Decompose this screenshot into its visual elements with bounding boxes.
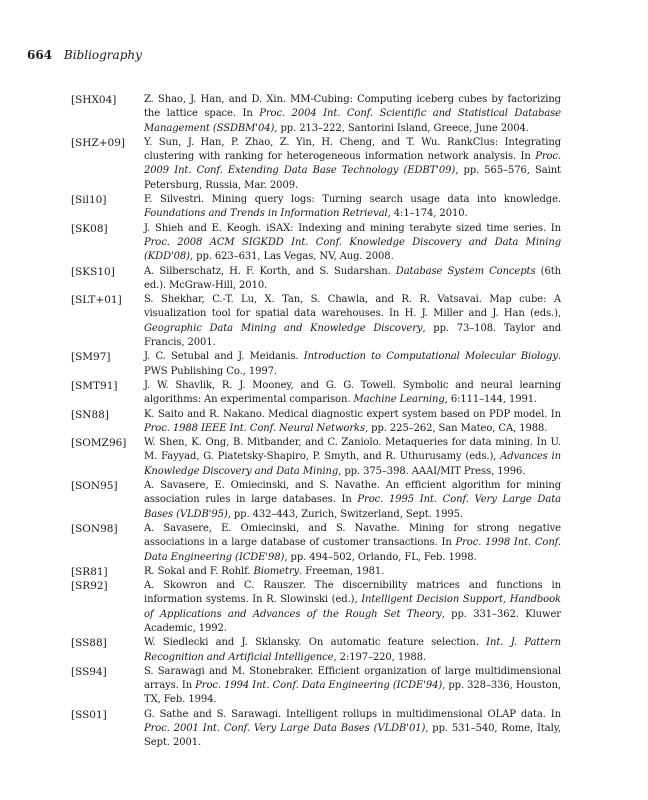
citation-key: [SHX04] [71,94,117,106]
reference-text: S. Shekhar, C.-T. Lu, X. Tan, S. Chawla, and R. R. Vatsavai. Map cube: A visualization tool for spatial data warehouses. In H. J. Miller and J. Han (eds.), Geographic Data Mining and Knowledge Discovery, pp. 73–108. Taylor and Francis, 2001. [144,294,561,349]
bib-entry [71,708,561,751]
citation-key: [SR81] [71,565,108,578]
citation-key: [SS88] [71,637,107,650]
reference-text: W. Siedlecki and J. Sklansky. On automatic feature selection. Int. J. Pattern Recognition and Artificial Intelligence, 2:197–220, 1988. [144,637,561,663]
citation-key: [SHZ+09] [71,136,125,149]
reference-text: A. Skowron and C. Rauszer. The discernibility matrices and functions in information systems. In R. Slowinski (ed.), Intelligent Decision Support, Handbook of Applications and Advances of the Rough Set Theory, pp. 331–362. Kluwer Academic, 1992. [144,580,561,634]
citation-key: [Sil10] [71,194,107,207]
citation-key: [SS94] [71,665,107,678]
citation-key: [SKS10] [71,265,115,278]
bib-entry [71,193,561,222]
reference-text: J. Shieh and E. Keogh. iSAX: Indexing and mining terabyte sized time series. In Proc. 2008 ACM SIGKDD Int. Conf. Knowledge Discovery and Data Mining (KDD'08), pp. 623–631, Las Vegas, NV, Aug. 2008. [144,222,561,263]
bib-entry [71,222,561,265]
bib-entry [71,293,561,350]
bib-entry [71,136,561,193]
bib-entry [71,379,561,408]
running-header [27,48,142,62]
bibliography-list [71,93,561,751]
citation-key: [SK08] [71,222,108,235]
reference-text: Y. Sun, J. Han, P. Zhao, Z. Yin, H. Cheng, and T. Wu. RankClus: Integrating clustering with ranking for heterogeneous information network analysis. In Proc. 2009 Int. Conf. Extending Data Base Technology (EDBT'09), pp. 565–576, Saint Petersburg, Russia, Mar. 2009. [144,136,561,191]
citation-key: [SLT+01] [71,294,122,307]
reference-text: F. Silvestri. Mining query logs: Turning search usage data into knowledge. Foundations and Trends in Information Retrieval, 4:1–174, 2010. [144,194,561,220]
reference-text: J. W. Shavlik, R. J. Mooney, and G. G. Towell. Symbolic and neural learning algorithms: An experimental comparison. Machine Learning, 6:111–144, 1991. [144,379,561,406]
citation-key: [SM97] [71,351,111,364]
bib-entry [71,665,561,708]
citation-key: [SR92] [71,580,108,593]
citation-key: [SON98] [71,522,118,535]
citation-key: [SON95] [71,480,118,493]
bib-entry [71,579,561,636]
citation-key: [SMT91] [71,379,118,392]
bib-entry [71,522,561,565]
bib-entry [71,408,561,437]
page-title: Bibliography [63,48,142,62]
reference-text: Z. Shao, J. Han, and D. Xin. MM-Cubing: Computing iceberg cubes by factorizing the lattice space. In Proc. 2004 Int. Conf. Scientific and Statistical Database Management (SSDBM'04), pp. 213–222, Santorini Island, Greece, June 2004. [144,94,562,134]
reference-text: A. Savasere, E. Omiecinski, and S. Navathe. An efficient algorithm for mining association rules in large databases. In Proc. 1995 Int. Conf. Very Large Data Bases (VLDB'95), pp. 432–443, Zurich, Switzerland, Sept. 1995. [144,480,561,520]
reference-text: R. Sokal and F. Rohlf. Biometry. Freeman, 1981. [144,565,385,577]
citation-key: [SN88] [71,408,109,421]
bib-entry [71,350,561,379]
page-number: 664 [27,48,53,62]
bib-entry [71,565,561,579]
citation-key: [SS01] [71,708,107,721]
reference-text: A. Savasere, E. Omiecinski, and S. Navathe. Mining for strong negative associations in a large database of customer transactions. In Proc. 1998 Int. Conf. Data Engineering (ICDE'98), pp. 494–502, Orlando, FL, Feb. 1998. [144,522,562,563]
reference-text: K. Saito and R. Nakano. Medical diagnostic expert system based on PDP model. In Proc. 1988 IEEE Int. Conf. Neural Networks, pp. 225–262, San Mateo, CA, 1988. [144,408,561,434]
citation-key: [SOMZ96] [71,437,127,450]
reference-text: G. Sathe and S. Sarawagi. Intelligent rollups in multidimensional OLAP data. In Proc. 2001 Int. Conf. Very Large Data Bases (VLDB'01), pp. 531–540, Rome, Italy, Sept. 2001. [144,708,561,749]
bib-entry [71,265,561,294]
reference-text: S. Sarawagi and M. Stonebraker. Efficient organization of large multidimensional arrays. In Proc. 1994 Int. Conf. Data Engineering (ICDE'94), pp. 328–336, Houston, TX, Feb. 1994. [144,665,561,706]
bib-entry [71,436,561,479]
reference-text: J. C. Setubal and J. Meidanis. Introduction to Computational Molecular Biology. PWS Publishing Co., 1997. [144,351,561,377]
bib-entry [71,636,561,665]
bib-entry [71,479,561,522]
reference-text: W. Shen, K. Ong, B. Mitbander, and C. Zaniolo. Metaqueries for data mining. In U. M. Fayyad, G. Piatetsky-Shapiro, P. Smyth, and R. Uthurusamy (eds.), Advances in Knowledge Discovery and Data Mining, pp. 375–398. AAAI/MIT Press, 1996. [144,437,561,477]
reference-text: A. Silberschatz, H. F. Korth, and S. Sudarshan. Database System Concepts (6th ed.). McGraw-Hill, 2010. [144,265,561,291]
bib-entry [71,93,561,136]
